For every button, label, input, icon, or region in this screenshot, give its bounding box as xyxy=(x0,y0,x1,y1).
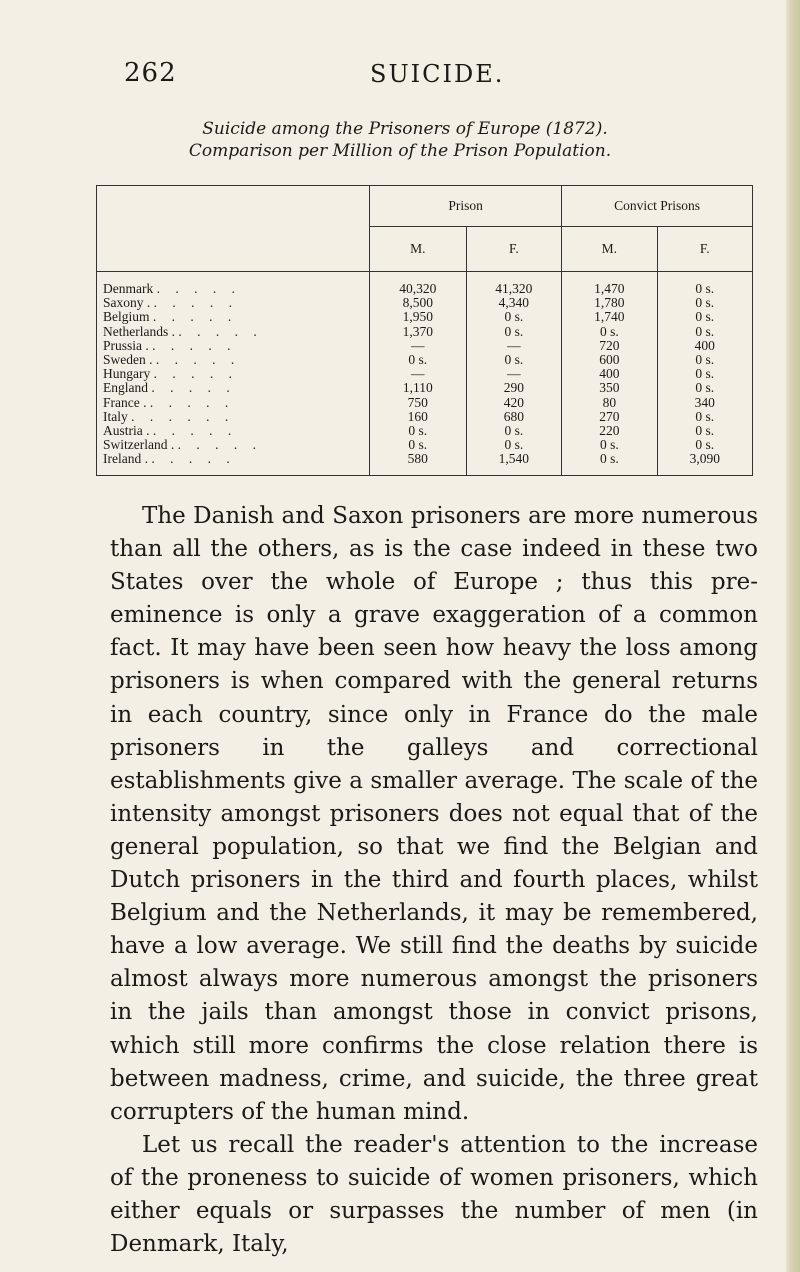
value-cell: 0 s. xyxy=(466,310,562,324)
country-cell xyxy=(97,381,370,395)
country-name: Belgium xyxy=(103,309,150,325)
table-caption xyxy=(0,118,800,162)
suicide-table xyxy=(96,185,753,476)
table-row xyxy=(97,396,753,410)
caption-subtitle: Comparison per Million of the Prison Population. xyxy=(188,141,612,161)
value-cell: 0 s. xyxy=(466,353,562,367)
table-group-header-row xyxy=(97,186,753,227)
value-cell: 220 xyxy=(562,424,657,438)
value-cell: 1,470 xyxy=(562,272,657,297)
value-cell: 420 xyxy=(466,396,562,410)
sub-header-convict-f: F. xyxy=(657,227,752,272)
value-cell: 1,780 xyxy=(562,296,657,310)
table-row xyxy=(97,410,753,424)
country-cell xyxy=(97,438,370,452)
leader-dots: . . . . . xyxy=(155,352,241,368)
country-cell xyxy=(97,424,370,438)
table-row xyxy=(97,325,753,339)
value-cell: 400 xyxy=(562,367,657,381)
leader-dots: . . . . . xyxy=(152,309,238,325)
value-cell: 80 xyxy=(562,396,657,410)
page-number: 262 xyxy=(124,58,177,88)
value-cell: 0 s. xyxy=(657,424,752,438)
value-cell: — xyxy=(466,367,562,381)
value-cell: 680 xyxy=(466,410,562,424)
running-head: SUICIDE. xyxy=(370,60,505,88)
value-cell: — xyxy=(370,339,467,353)
group-header-prison: Prison xyxy=(370,186,562,227)
country-cell xyxy=(97,325,370,339)
sub-header-prison-m: M. xyxy=(370,227,467,272)
value-cell: 8,500 xyxy=(370,296,467,310)
value-cell: 1,740 xyxy=(562,310,657,324)
table-body xyxy=(97,272,753,476)
country-cell xyxy=(97,367,370,381)
value-cell: 0 s. xyxy=(657,272,752,297)
value-cell: 600 xyxy=(562,353,657,367)
caption-title: Suicide among the Prisoners of Europe (1872). xyxy=(202,119,608,139)
value-cell: 0 s. xyxy=(657,438,752,452)
table-row xyxy=(97,353,753,367)
leader-dots: . . . . . xyxy=(152,423,238,439)
leader-dots: . . . . . xyxy=(178,323,263,339)
value-cell: 41,320 xyxy=(466,272,562,297)
country-name: Denmark xyxy=(103,281,154,296)
sub-header-convict-m: M. xyxy=(562,227,657,272)
value-cell: 3,090 xyxy=(657,452,752,475)
value-cell: 580 xyxy=(370,452,467,475)
value-cell: 0 s. xyxy=(562,438,657,452)
value-cell: 0 s. xyxy=(466,438,562,452)
value-cell: 0 s. xyxy=(562,452,657,475)
leader-dots: . . . . . xyxy=(152,337,237,353)
paragraph-2: Let us recall the reader's attention to the increase of the proneness to suicide of women prisoners, which either equals or surpasses the number of men (in Denmark, Italy, xyxy=(110,1131,758,1258)
country-name: Austria . xyxy=(103,423,150,439)
value-cell: 0 s. xyxy=(657,353,752,367)
table-row xyxy=(97,367,753,381)
value-cell: 0 s. xyxy=(657,296,752,310)
leader-dots: . . . . . xyxy=(149,394,235,410)
value-cell: 1,540 xyxy=(466,452,562,475)
country-name: Saxony . xyxy=(103,295,151,311)
value-cell: 750 xyxy=(370,396,467,410)
country-name: Netherlands . xyxy=(103,323,175,339)
value-cell: 1,950 xyxy=(370,310,467,324)
page-header xyxy=(0,58,800,98)
country-name: Ireland . xyxy=(103,451,148,467)
country-cell xyxy=(97,452,370,475)
country-name: Hungary xyxy=(103,366,151,382)
table-row xyxy=(97,438,753,452)
sub-header-prison-f: F. xyxy=(466,227,562,272)
value-cell: 290 xyxy=(466,381,562,395)
value-cell: 340 xyxy=(657,396,752,410)
leader-dots: . . . . . xyxy=(153,295,238,311)
country-header-cell xyxy=(97,186,370,272)
table-row xyxy=(97,272,753,297)
value-cell: 0 s. xyxy=(657,310,752,324)
table-row xyxy=(97,339,753,353)
country-name: England xyxy=(103,380,148,396)
value-cell: 40,320 xyxy=(370,272,467,297)
value-cell: 0 s. xyxy=(466,424,562,438)
table-row xyxy=(97,310,753,324)
value-cell: 4,340 xyxy=(466,296,562,310)
value-cell: 270 xyxy=(562,410,657,424)
value-cell: 0 s. xyxy=(657,381,752,395)
value-cell: 0 s. xyxy=(657,367,752,381)
value-cell: 1,370 xyxy=(370,325,467,339)
value-cell: 1,110 xyxy=(370,381,467,395)
body-text xyxy=(110,500,758,1261)
table-row xyxy=(97,381,753,395)
value-cell: 0 s. xyxy=(370,424,467,438)
value-cell: 0 s. xyxy=(657,410,752,424)
leader-dots: . . . . . xyxy=(153,366,238,382)
value-cell: 0 s. xyxy=(657,325,752,339)
country-name: Sweden . xyxy=(103,352,153,368)
country-cell xyxy=(97,272,370,297)
value-cell: — xyxy=(466,339,562,353)
country-cell xyxy=(97,296,370,310)
leader-dots: . . . . . . xyxy=(131,408,235,424)
country-cell xyxy=(97,353,370,367)
table-row xyxy=(97,452,753,475)
value-cell: 400 xyxy=(657,339,752,353)
country-name: Italy xyxy=(103,408,128,424)
value-cell: — xyxy=(370,367,467,381)
table-row xyxy=(97,424,753,438)
leader-dots: . . . . . xyxy=(151,451,236,467)
value-cell: 350 xyxy=(562,381,657,395)
value-cell: 0 s. xyxy=(370,353,467,367)
page-edge xyxy=(786,0,800,1272)
value-cell: 720 xyxy=(562,339,657,353)
table-row xyxy=(97,296,753,310)
leader-dots: . . . . . xyxy=(177,437,262,453)
country-cell xyxy=(97,396,370,410)
leader-dots: . . . . . xyxy=(156,281,241,296)
country-cell xyxy=(97,310,370,324)
country-cell xyxy=(97,339,370,353)
value-cell: 0 s. xyxy=(466,325,562,339)
country-name: Prussia . xyxy=(103,337,149,353)
leader-dots: . . . . . xyxy=(151,380,236,396)
country-name: France . xyxy=(103,394,147,410)
value-cell: 0 s. xyxy=(370,438,467,452)
country-cell xyxy=(97,410,370,424)
value-cell: 160 xyxy=(370,410,467,424)
country-name: Switzerland . xyxy=(103,437,175,453)
value-cell: 0 s. xyxy=(562,325,657,339)
group-header-convict-prisons: Convict Prisons xyxy=(562,186,753,227)
paragraph-1: The Danish and Saxon prisoners are more numerous than all the others, as is the case indeed in these two States over the whole of Europe ; thus this pre-eminence is only a grave exaggeration of a common fact. It may have been seen how heavy the loss among prisoners is when compared with the general returns in each country, since only in France do the male prisoners in the galleys and correctional establishments give a smaller average. The scale of the intensity amongst prisoners does not equal that of the general population, so that we find the Belgian and Dutch prisoners in the third and fourth places, whilst Belgium and the Netherlands, it may be remembered, have a low average. We still find the deaths by suicide almost always more numerous amongst the prisoners in the jails than amongst those in convict prisons, which still more confirms the close relation there is between madness, crime, and suicide, the three great corrupters of the human mind. xyxy=(110,503,758,1125)
